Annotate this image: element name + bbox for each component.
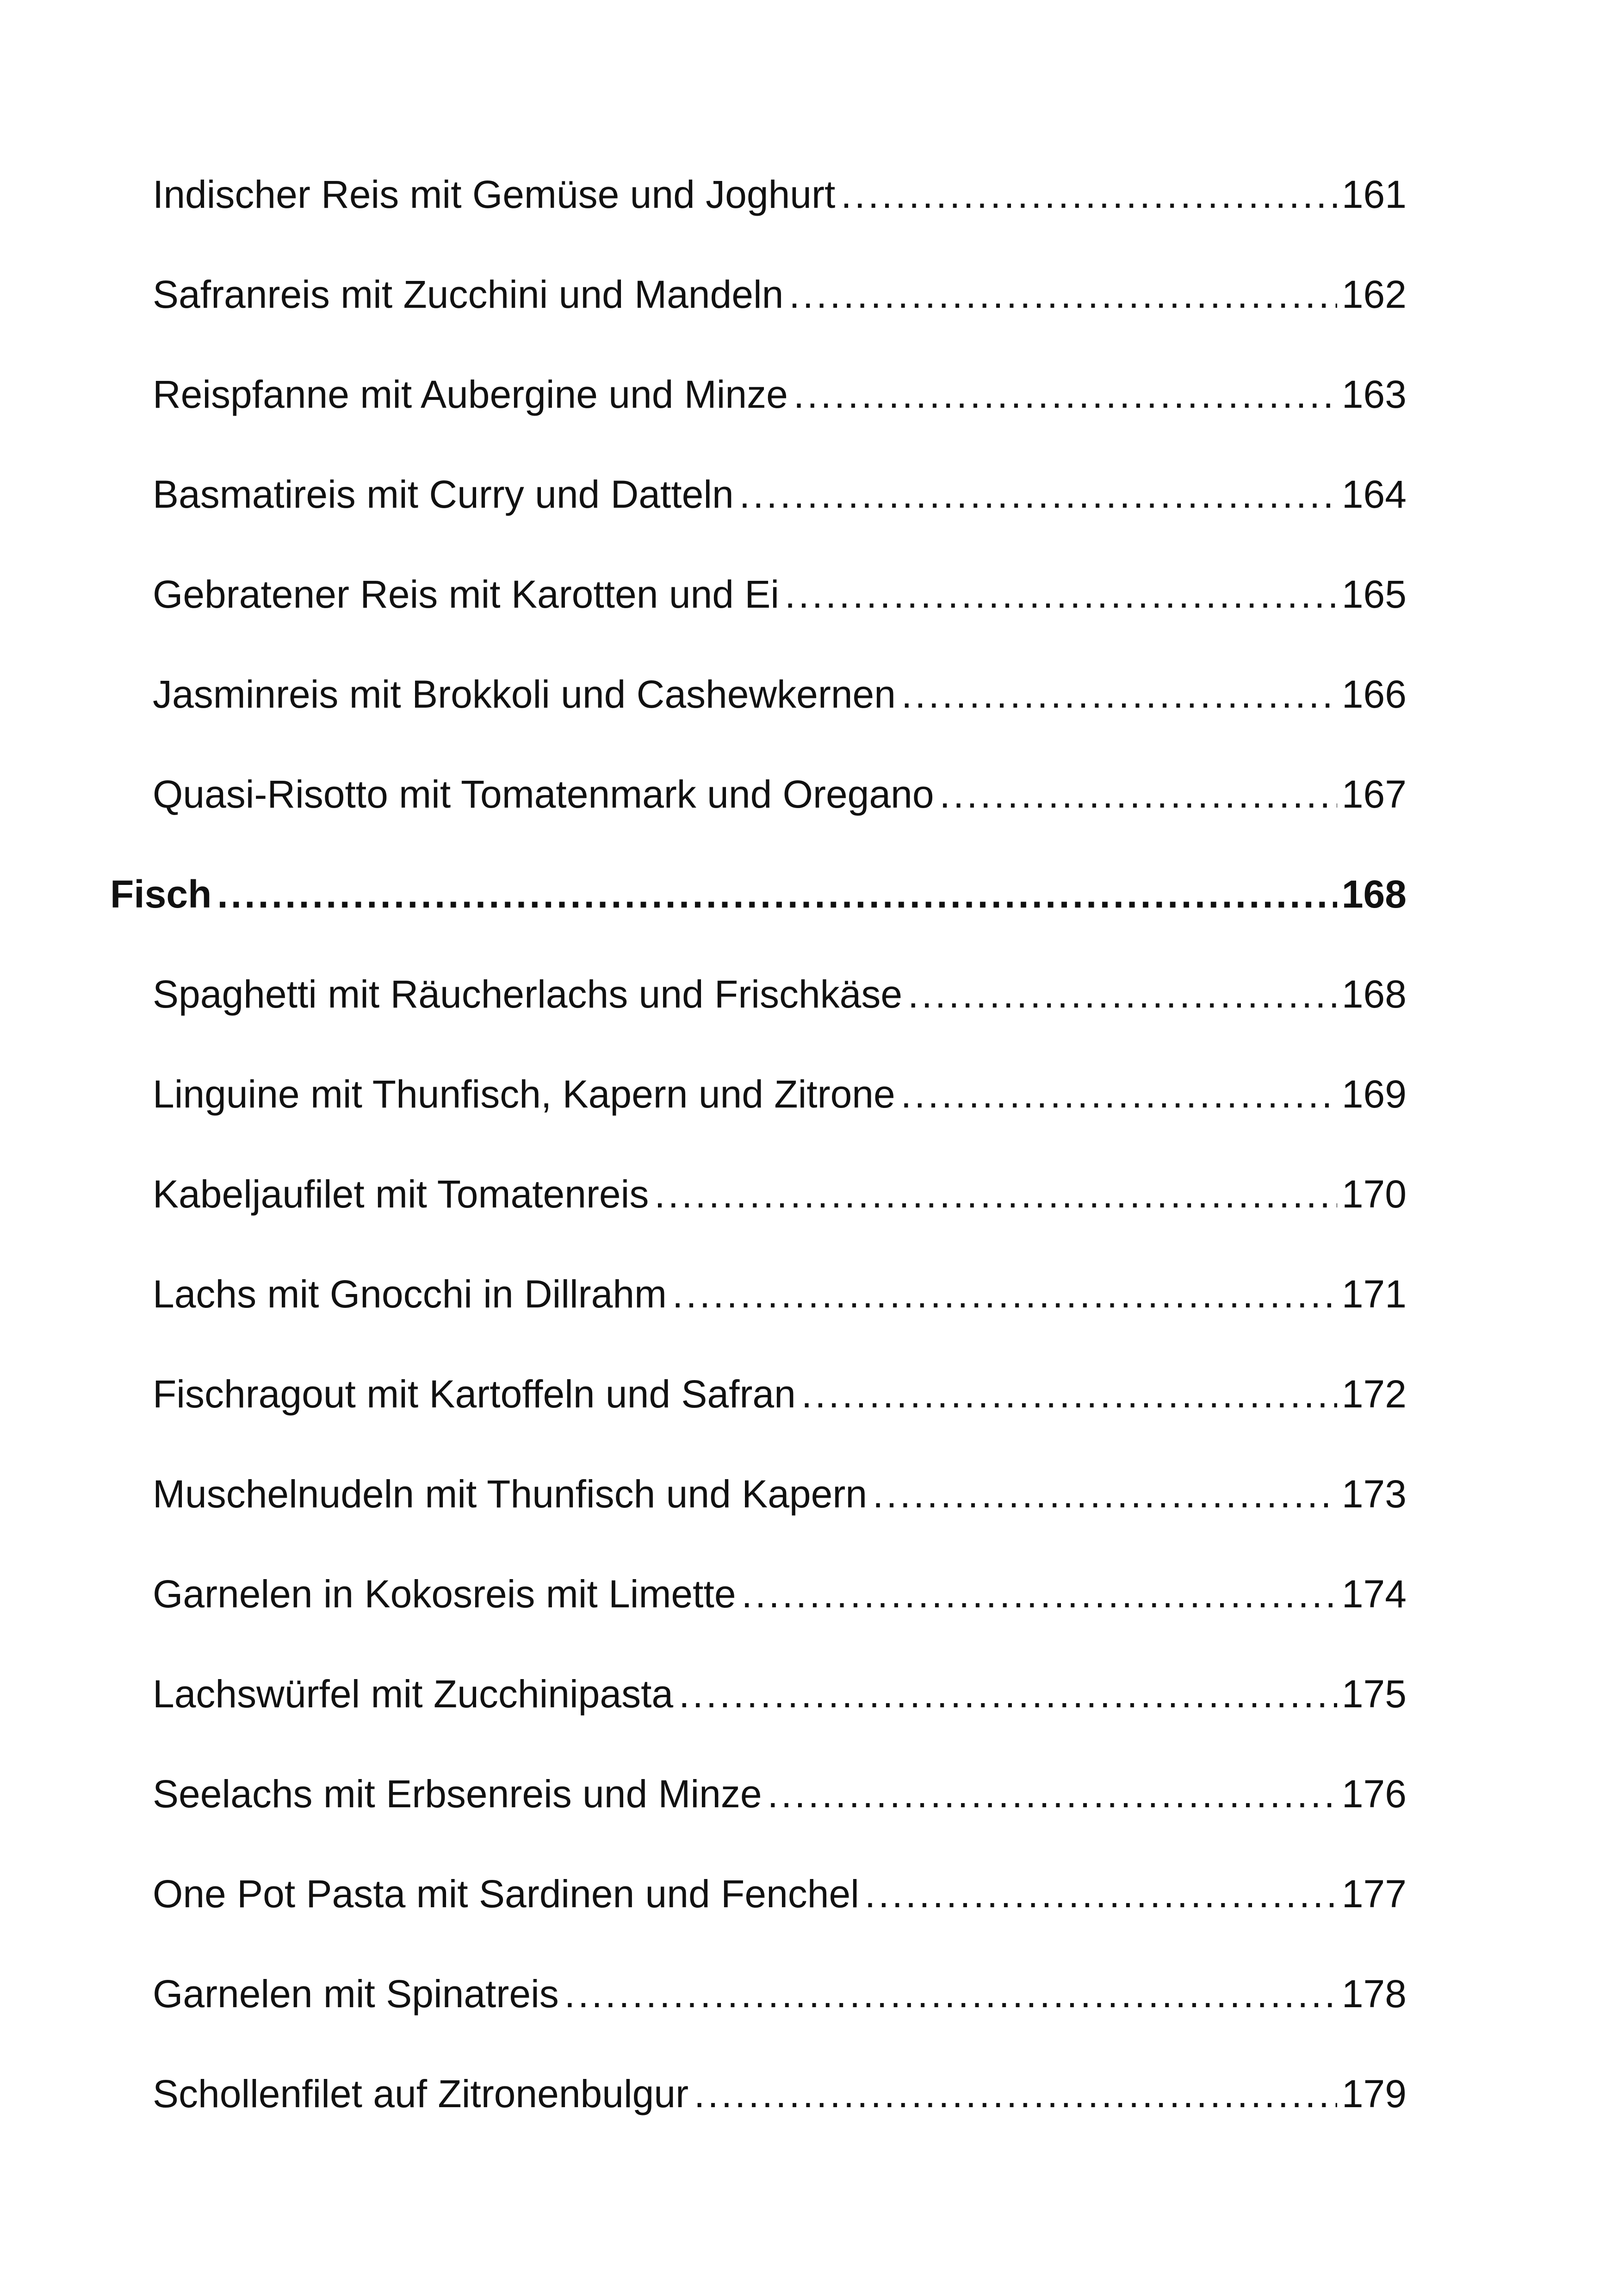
toc-page-number: 161: [1341, 173, 1407, 216]
toc-page-number: 169: [1341, 1072, 1407, 1116]
toc-dot-leader: [908, 964, 1337, 1024]
toc-dot-leader: [217, 864, 1337, 924]
toc-dot-leader: [841, 164, 1337, 224]
toc-entry-title: Lachswürfel mit Zucchinipasta: [153, 1672, 674, 1716]
toc-dot-leader: [801, 1364, 1337, 1424]
toc-section-page-number: 168: [1341, 872, 1407, 916]
toc-page-number: 166: [1341, 672, 1407, 716]
toc-section-title: Fisch: [110, 872, 212, 916]
toc-dot-leader: [901, 664, 1337, 724]
toc-entry-title: Spaghetti mit Räucherlachs und Frischkäse: [153, 972, 903, 1016]
toc-dot-leader: [768, 1764, 1337, 1824]
toc-entry: [153, 1664, 1407, 1724]
toc-dot-leader: [672, 1264, 1337, 1324]
toc-entry-title: Safranreis mit Zucchini und Mandeln: [153, 273, 784, 316]
toc-entry: [153, 164, 1407, 224]
toc-entry: [153, 1064, 1407, 1124]
toc-entry-title: Reispfanne mit Aubergine und Minze: [153, 373, 788, 416]
toc-dot-leader: [789, 264, 1337, 324]
toc-dot-leader: [654, 1164, 1337, 1224]
toc-dot-leader: [865, 1864, 1337, 1924]
toc-entry-title: Kabeljaufilet mit Tomatenreis: [153, 1172, 649, 1216]
toc-entry: [153, 464, 1407, 524]
toc-dot-leader: [694, 2064, 1337, 2124]
toc-entry: [153, 564, 1407, 624]
toc-entry: [153, 1964, 1407, 2024]
toc-entry-title: Schollenfilet auf Zitronenbulgur: [153, 2072, 689, 2116]
toc-entry-title: Garnelen mit Spinatreis: [153, 1972, 559, 2016]
toc-dot-leader: [873, 1464, 1337, 1524]
toc-entry: [153, 1864, 1407, 1924]
toc-page-number: 162: [1341, 273, 1407, 316]
toc-entry-title: Jasminreis mit Brokkoli und Cashewkernen: [153, 672, 896, 716]
toc-entry: [153, 1164, 1407, 1224]
toc-entry: [153, 964, 1407, 1024]
toc-section-heading: [110, 864, 1407, 924]
toc-entry: [153, 764, 1407, 824]
toc-page-number: 172: [1341, 1372, 1407, 1416]
toc-dot-leader: [785, 564, 1337, 624]
toc-page-number: 164: [1341, 473, 1407, 516]
toc-entry: [153, 364, 1407, 424]
toc-page-number: 167: [1341, 772, 1407, 816]
toc-entry: [153, 1464, 1407, 1524]
toc-entry-title: Fischragout mit Kartoffeln und Safran: [153, 1372, 796, 1416]
toc-entry: [153, 1364, 1407, 1424]
toc-page-number: 163: [1341, 373, 1407, 416]
toc-page-number: 175: [1341, 1672, 1407, 1716]
toc-page-number: 174: [1341, 1572, 1407, 1616]
toc-entry-title: Lachs mit Gnocchi in Dillrahm: [153, 1272, 667, 1316]
toc-entry-title: Muschelnudeln mit Thunfisch und Kapern: [153, 1472, 868, 1516]
toc-entry: [153, 1564, 1407, 1624]
toc-entry-title: One Pot Pasta mit Sardinen und Fenchel: [153, 1872, 859, 1916]
toc-entry: [153, 1764, 1407, 1824]
toc-entry-title: Quasi-Risotto mit Tomatenmark und Oregano: [153, 772, 934, 816]
toc-dot-leader: [901, 1064, 1337, 1124]
toc-entry-title: Garnelen in Kokosreis mit Limette: [153, 1572, 736, 1616]
toc-entry-title: Linguine mit Thunfisch, Kapern und Zitrone: [153, 1072, 895, 1116]
toc-page-number: 178: [1341, 1972, 1407, 2016]
toc-entry-title: Basmatireis mit Curry und Datteln: [153, 473, 734, 516]
toc-entry: [153, 2064, 1407, 2124]
toc-dot-leader: [794, 364, 1337, 424]
toc-page-number: 177: [1341, 1872, 1407, 1916]
toc-entry-title: Indischer Reis mit Gemüse und Joghurt: [153, 173, 836, 216]
toc-dot-leader: [564, 1964, 1337, 2024]
toc-entry: [153, 264, 1407, 324]
toc-dot-leader: [742, 1564, 1337, 1624]
toc-page-number: 171: [1341, 1272, 1407, 1316]
toc-dot-leader: [940, 764, 1337, 824]
toc-entry: [153, 1264, 1407, 1324]
toc-dot-leader: [679, 1664, 1337, 1724]
toc-page-number: 176: [1341, 1772, 1407, 1816]
toc-entry: [153, 664, 1407, 724]
toc-entry-title: Gebratener Reis mit Karotten und Ei: [153, 572, 780, 616]
toc-page-number: 173: [1341, 1472, 1407, 1516]
toc-entry-title: Seelachs mit Erbsenreis und Minze: [153, 1772, 762, 1816]
toc-page-number: 170: [1341, 1172, 1407, 1216]
toc-page-number: 165: [1341, 572, 1407, 616]
toc-page-number: 168: [1341, 972, 1407, 1016]
toc-dot-leader: [739, 464, 1337, 524]
toc-page-number: 179: [1341, 2072, 1407, 2116]
